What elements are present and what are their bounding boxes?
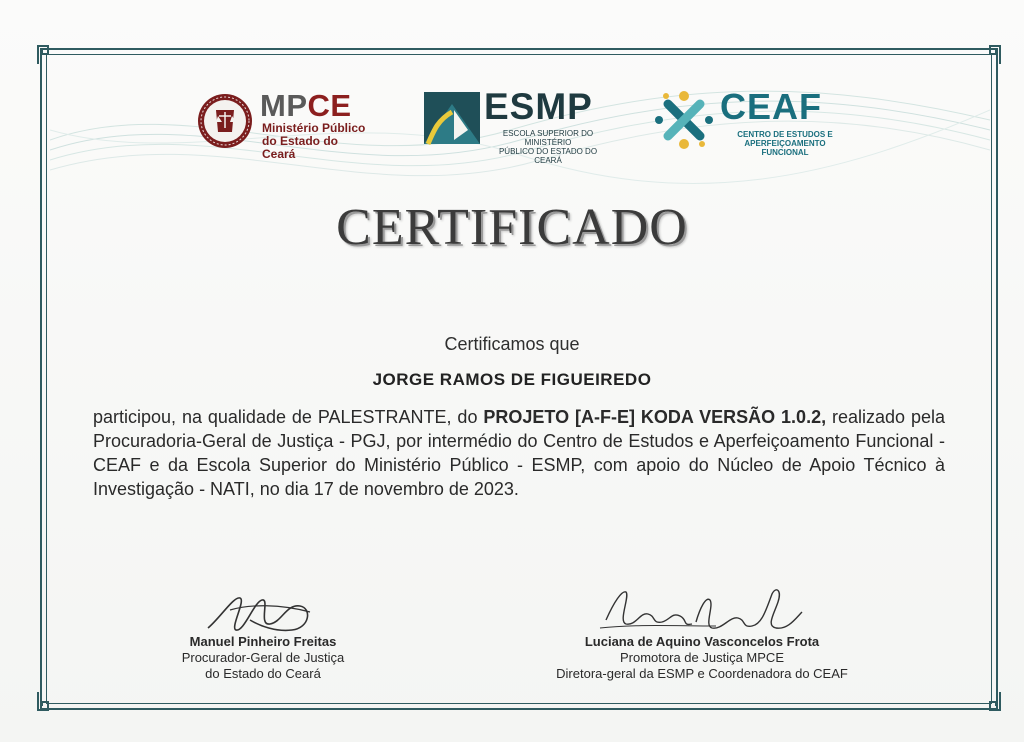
esmp-logo — [424, 86, 614, 165]
ceaf-brand: CEAF — [720, 86, 822, 127]
certificate-title: CERTIFICADO — [336, 199, 688, 256]
signature-right-name: Luciana de Aquino Vasconcelos Frota — [584, 634, 820, 649]
esmp-subtitle — [486, 129, 610, 165]
ceaf-subtitle — [720, 130, 850, 157]
corner-ornament — [36, 690, 58, 712]
corner-ornament — [980, 44, 1002, 66]
signature-right-image — [596, 582, 810, 642]
certificate-body — [93, 405, 945, 501]
mpce-brand-mp: MP — [260, 88, 308, 123]
ceaf-subtitle-line2: APERFEIÇOAMENTO FUNCIONAL — [744, 139, 826, 157]
ceaf-logo — [654, 86, 854, 157]
corner-ornament — [36, 44, 58, 66]
mpce-brand-ce: CE — [307, 88, 352, 123]
recipient-name: JORGE RAMOS DE FIGUEIREDO — [372, 370, 652, 389]
corner-ornament — [980, 690, 1002, 712]
esmp-subtitle-line2: PÚBLICO DO ESTADO DO CEARÁ — [498, 147, 598, 165]
signature-right-role-line2: Diretora-geral da ESMP e Coordenadora do CEAF — [556, 666, 848, 681]
esmp-mark-icon — [424, 90, 480, 146]
mpce-subtitle — [262, 122, 366, 161]
mpce-subtitle-line1: Ministério Público — [262, 121, 366, 135]
mpce-brand — [260, 90, 352, 122]
project-name: PROJETO [A-F-E] KODA VERSÃO 1.0.2, — [483, 407, 827, 427]
mpce-seal-icon — [196, 92, 254, 150]
esmp-brand: ESMP — [484, 86, 593, 127]
mpce-subtitle-line2: do Estado do Ceará — [262, 134, 338, 161]
certify-text: Certificamos que — [444, 334, 580, 354]
signature-right-role-line1: Promotora de Justiça MPCE — [619, 650, 784, 665]
signature-left-role-line1: Procurador-Geral de Justiça — [181, 650, 345, 665]
signature-left-name: Manuel Pinheiro Freitas — [189, 634, 337, 649]
esmp-subtitle-line1: ESCOLA SUPERIOR DO MINISTÉRIO — [502, 129, 594, 147]
ceaf-subtitle-line1: CENTRO DE ESTUDOS E — [737, 130, 833, 139]
mpce-logo — [196, 88, 366, 161]
ceaf-mark-icon — [654, 90, 714, 150]
signature-left-role-line2: do Estado do Ceará — [205, 666, 321, 681]
body-text-part2: realizado pela Procuradoria-Geral de Justiça - PGJ, por intermédio do Centro de Estudos e Aperfeiçoamento Funcional - CEAF e da Escola Superior do Ministério Público - ESMP, com apoio do Núcleo de Apoio Técnico à Investigação - NATI, no dia 17 de novembro de 2023. — [93, 407, 945, 499]
body-text-part1: participou, na qualidade de PALESTRANTE, do — [93, 407, 484, 427]
signature-right — [520, 634, 884, 682]
signature-left — [150, 634, 376, 682]
signature-left-image — [200, 588, 320, 640]
